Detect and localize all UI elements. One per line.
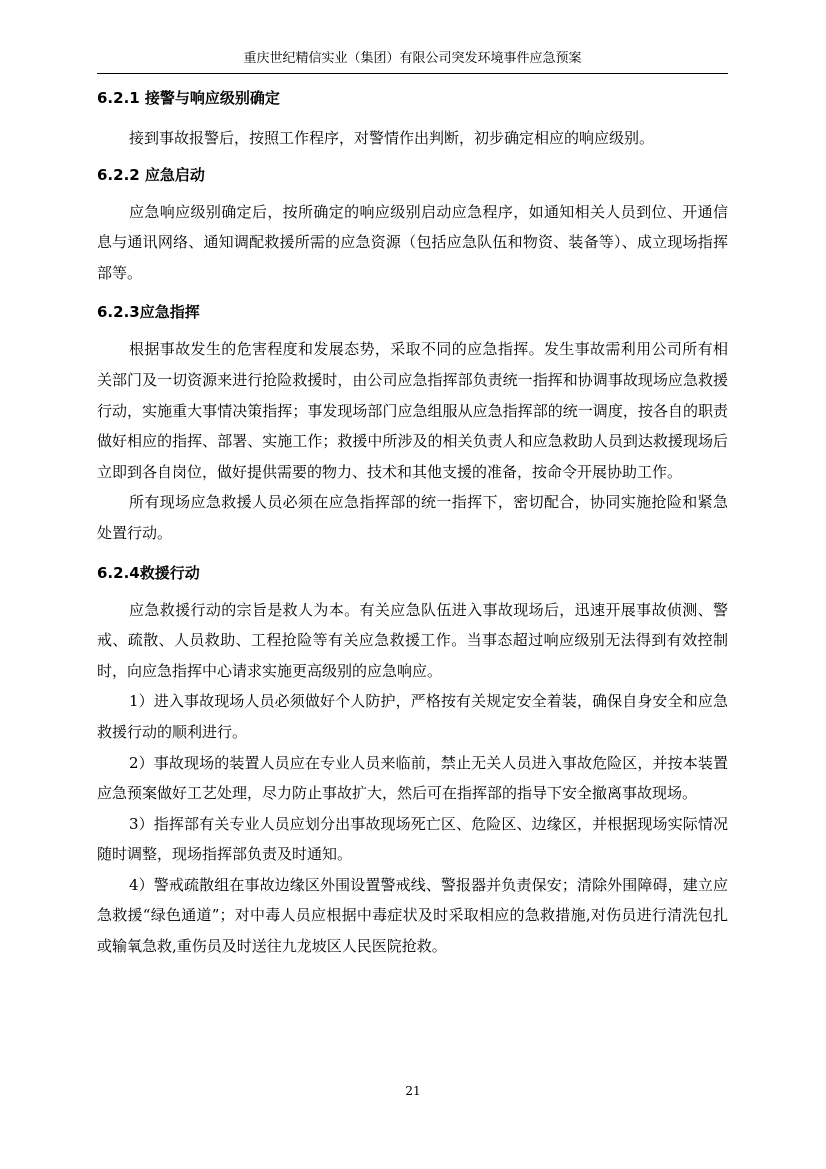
paragraph: 接到事故报警后，按照工作程序，对警情作出判断，初步确定相应的响应级别。 xyxy=(129,129,655,147)
list-item: 4）警戒疏散组在事故边缘区外围设置警戒线、警报器并负责保安；清除外围障碍，建立应急救援“绿色通道”；对中毒人员应根据中毒症状及时采取相应的急救措施,对伤员进行清洗包扎或输氧急救,重伤员及时送往九龙坡区人民医院抢救。 xyxy=(97,875,728,956)
page-number: 21 xyxy=(405,1084,421,1098)
list-item: 2）事故现场的装置人员应在专业人员来临前，禁止无关人员进入事故危险区，并按本装置应急预案做好工艺处理，尽力防止事故扩大，然后可在指挥部的指导下安全撤离事故现场。 xyxy=(97,753,728,803)
section-heading-6-2-1: 6.2.1 接警与响应级别确定 xyxy=(97,89,280,107)
list-item: 3）指挥部有关专业人员应划分出事故现场死亡区、危险区、边缘区，并根据现场实际情况随时调整，现场指挥部负责及时通知。 xyxy=(97,814,728,864)
section-heading-6-2-4: 6.2.4救援行动 xyxy=(97,563,200,582)
section-heading-6-2-2: 6.2.2 应急启动 xyxy=(97,165,205,184)
document-body xyxy=(97,86,728,962)
section-heading-6-2-3: 6.2.3应急指挥 xyxy=(97,303,200,322)
header-divider xyxy=(97,73,728,74)
paragraph: 应急响应级别确定后，按所确定的响应级别启动应急程序，如通知相关人员到位、开通信息与通讯网络、通知调配救援所需的应急资源（包括应急队伍和物资、装备等）、成立现场指挥部等。 xyxy=(97,202,728,282)
page-header: 重庆世纪精信实业（集团）有限公司突发环境事件应急预案 xyxy=(243,51,582,66)
paragraph: 所有现场应急救援人员必须在应急指挥部的统一指挥下，密切配合，协同实施抢险和紧急处置行动。 xyxy=(97,493,728,542)
paragraph: 应急救援行动的宗旨是救人为本。有关应急队伍进入事故现场后，迅速开展事故侦测、警戒、疏散、人员救助、工程抢险等有关应急救援工作。当事态超过响应级别无法得到有效控制时，向应急指挥中心请求实施更高级别的应急响应。 xyxy=(97,600,728,680)
paragraph: 根据事故发生的危害程度和发展态势，采取不同的应急指挥。发生事故需利用公司所有相关部门及一切资源来进行抢险救援时，由公司应急指挥部负责统一指挥和协调事故现场应急救援行动，实施重大事情决策指挥；事发现场部门应急组服从应急指挥部的统一调度，按各自的职责做好相应的指挥、部署、实施工作；救援中所涉及的相关负责人和应急救助人员到达救援现场后立即到各自岗位，做好提供需要的物力、技术和其他支援的准备，按命令开展协助工作。 xyxy=(97,340,728,481)
list-item: 1）进入事故现场人员必须做好个人防护，严格按有关规定安全着装，确保自身安全和应急救援行动的顺利进行。 xyxy=(97,692,728,741)
